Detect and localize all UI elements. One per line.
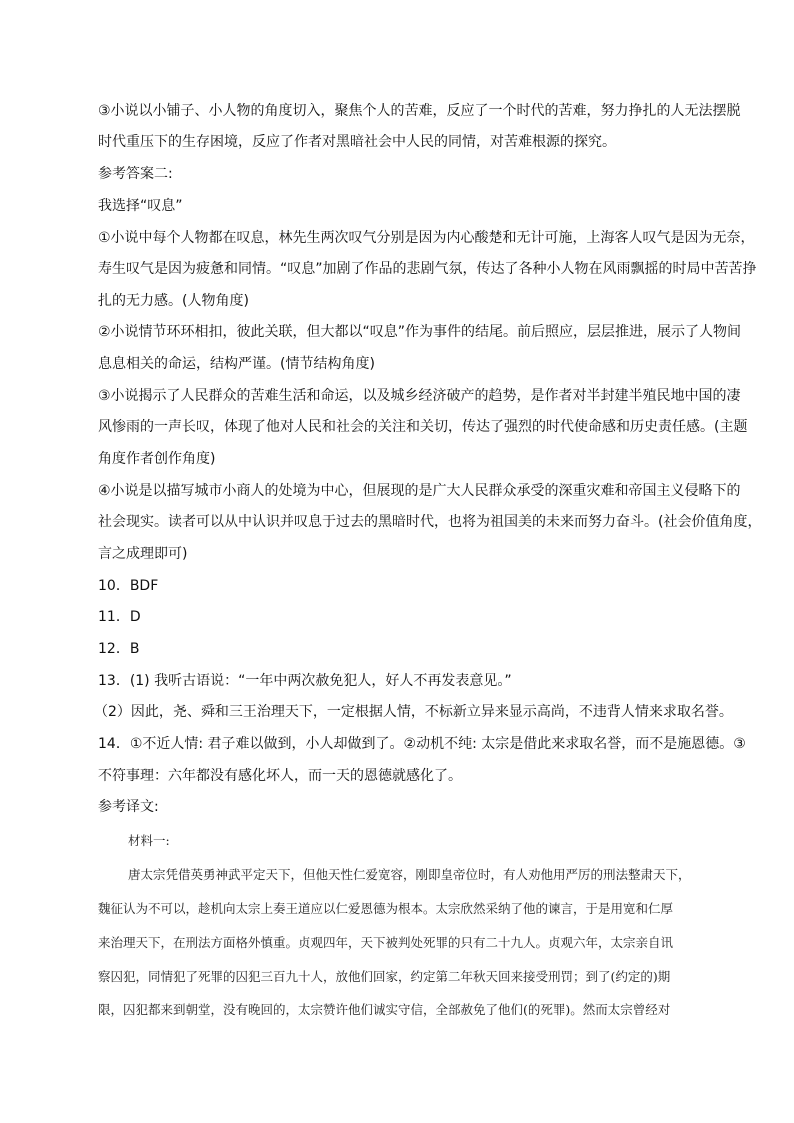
translation-line: 限，囚犯都来到朝堂，没有晚回的，太宗赞许他们诚实守信，全部赦免了他们(的死罪)。然而太宗曾经对	[98, 1002, 671, 1017]
translation-line: 察囚犯，同情犯了死罪的囚犯三百九十人，放他们回家，约定第二年秋天回来接受刑罚；到了(约定的)期	[98, 969, 671, 984]
answer-line: 风惨雨的一声长叹，体现了他对人民和社会的关注和关切，传达了强烈的时代使命感和历史责任感。(主题	[98, 419, 748, 435]
answer-line: ③小说揭示了人民群众的苦难生活和命运，以及城乡经济破产的趋势，是作者对半封建半殖民地中国的凄	[98, 388, 741, 404]
answer-line: 时代重压下的生存困境，反应了作者对黑暗社会中人民的同情，对苦难根源的探究。	[98, 134, 616, 150]
question-answer: 不符事理：六年都没有感化坏人，而一天的恩德就感化了。	[98, 768, 462, 784]
answer-line: ④小说是以描写城市小商人的处境为中心，但展现的是广大人民群众承受的深重灾难和帝国主义侵略下的	[98, 483, 741, 499]
question-answer: 12．B	[98, 641, 140, 657]
translation-heading: 材料一:	[128, 833, 170, 848]
question-answer: 14．①不近人情: 君子难以做到，小人却做到了。②动机不纯: 太宗是借此来求取名誉，而不是施恩德。③	[98, 736, 746, 752]
answer-line: 言之成理即可)	[98, 546, 188, 562]
answer-line: 寿生叹气是因为疲惫和同情。“叹息”加剧了作品的悲剧气氛，传达了各种小人物在风雨飘摇的时局中苦苦挣	[98, 261, 757, 277]
answer-line: 我选择“叹息”	[98, 198, 183, 214]
answer-line: 角度作者创作角度)	[98, 451, 216, 467]
answer-line: 社会现实。读者可以从中认识并叹息于过去的黑暗时代，也将为祖国美的未来而努力奋斗。(社会价值角度，	[98, 514, 762, 530]
translation-line: 来治理天下，在刑法方面格外慎重。贞观四年，天下被判处死罪的只有二十九人。贞观六年，太宗亲自讯	[98, 935, 674, 950]
answer-line: ③小说以小铺子、小人物的角度切入，聚焦个人的苦难，反应了一个时代的苦难，努力挣扎的人无法摆脱	[98, 103, 741, 119]
section-heading: 参考答案二:	[98, 166, 173, 182]
answer-line: 息息相关的命运，结构严谨。(情节结构角度)	[98, 356, 375, 372]
question-answer: 11．D	[98, 609, 141, 625]
section-heading: 参考译文:	[98, 799, 159, 815]
answer-line: ②小说情节环环相扣，彼此关联，但大都以“叹息”作为事件的结尾。前后照应，层层推进，展示了人物间	[98, 324, 742, 340]
question-answer: （2）因此，尧、舜和三王治理天下，一定根据人情，不标新立异来显示高尚，不违背人情来求取名誉。	[94, 704, 733, 720]
translation-line: 魏征认为不可以，趁机向太宗上奏王道应以仁爱恩德为根本。太宗欣然采纳了他的谏言，于是用宽和仁厚	[98, 901, 674, 916]
question-answer: 13．(1) 我听古语说：“一年中两次赦免犯人，好人不再发表意见。”	[98, 673, 512, 689]
question-answer: 10．BDF	[98, 578, 159, 594]
answer-line: 扎的无力感。(人物角度)	[98, 293, 249, 309]
answer-line: ①小说中每个人物都在叹息，林先生两次叹气分别是因为内心酸楚和无计可施，上海客人叹气是因为无奈，	[98, 230, 755, 246]
translation-line: 唐太宗凭借英勇神武平定天下，但他天性仁爱宽容，刚即皇帝位时，有人劝他用严厉的刑法整肃天下，	[128, 867, 691, 882]
